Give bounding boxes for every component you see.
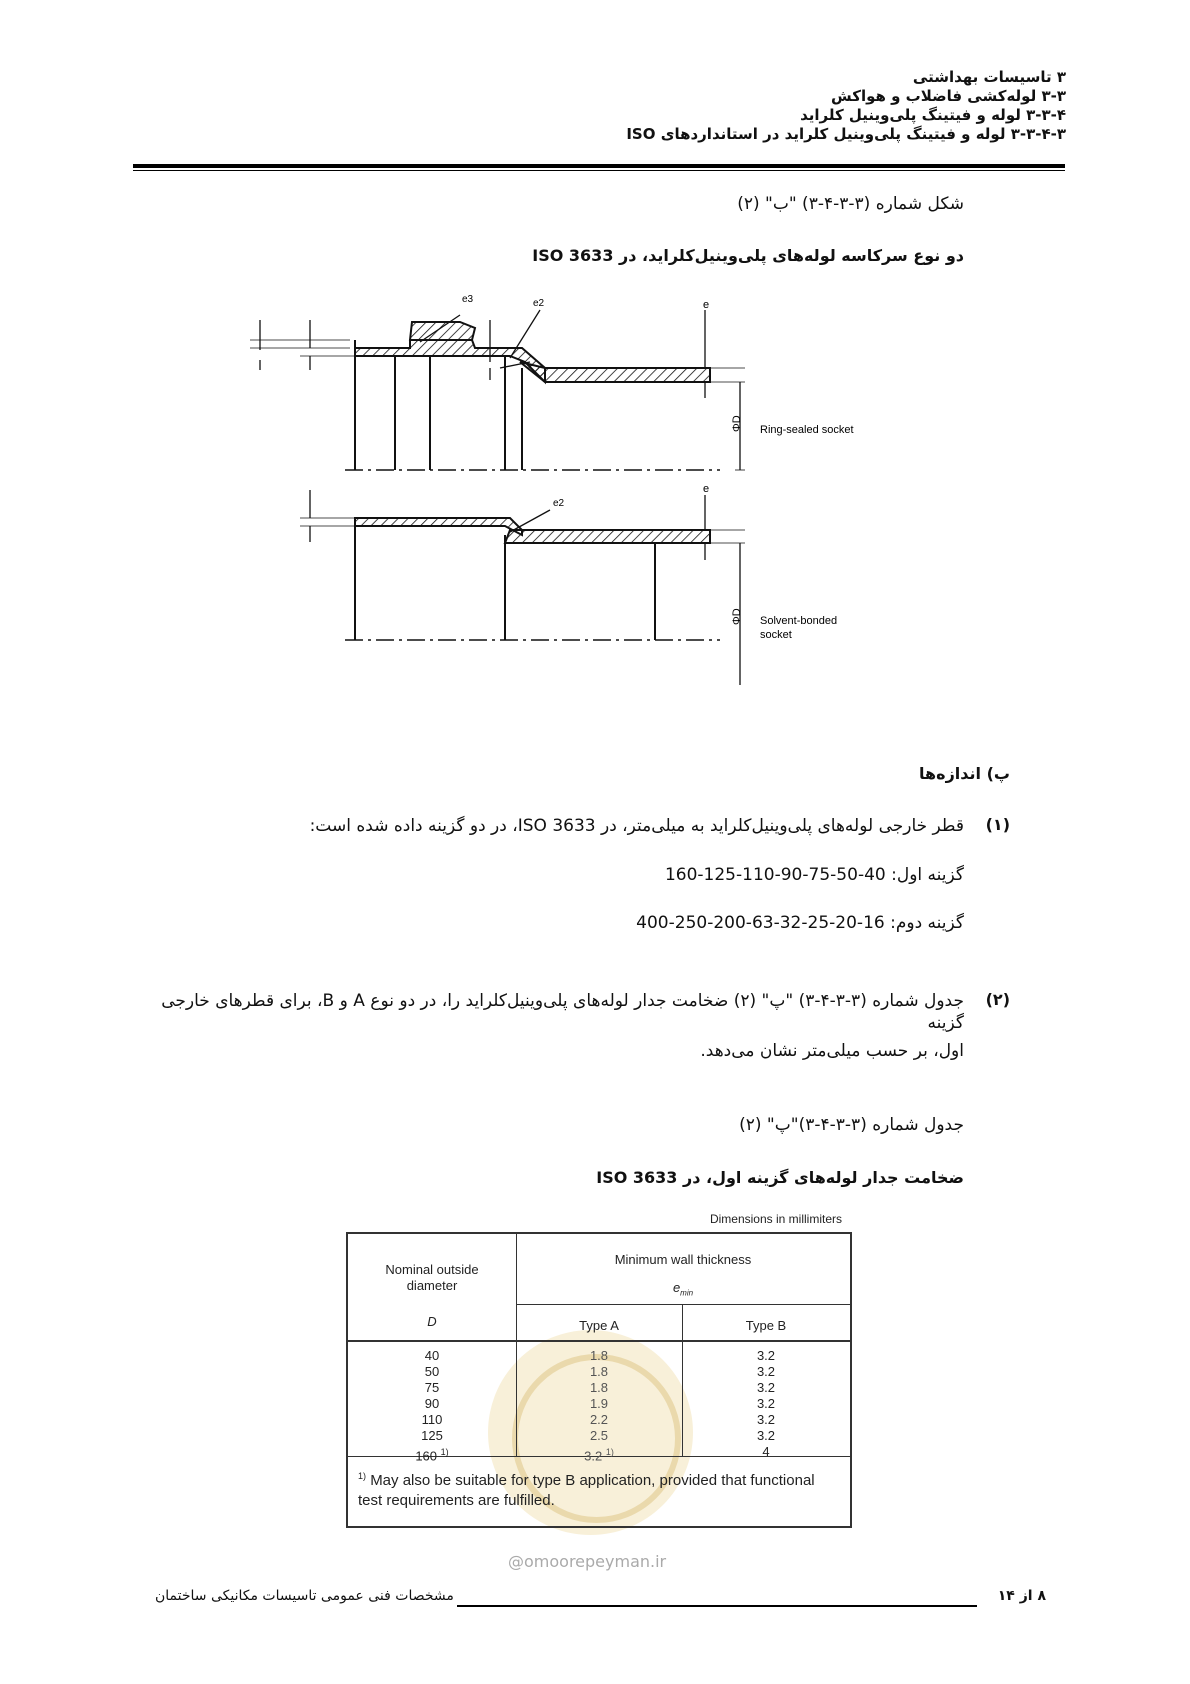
figure-number: شکل شماره (۳-۳-۴-۳) "ب" (۲): [737, 194, 964, 214]
page-header: [126, 68, 1066, 144]
table-cell-d-last: 160 $^{1)}$: [415, 1447, 449, 1464]
table-title: ضخامت جدار لوله‌های گزینه اول، در ISO 3633: [596, 1168, 964, 1187]
table-cell-a: 1.9: [589, 1396, 609, 1411]
table-cell-d: 125: [421, 1428, 443, 1443]
item1-number: (۱): [985, 815, 1010, 834]
option1-text: گزینه اول: 40-50-75-90-110-125-160: [664, 865, 964, 885]
item1-text: قطر خارجی لوله‌های پلی‌وینیل‌کلراید به میلی‌متر، در ISO 3633، در دو گزینه داده شده است:: [309, 816, 964, 836]
col-b-values: [682, 1348, 850, 1460]
col-d-header-2: diameter: [406, 1278, 458, 1293]
page-number: ۸ از ۱۴: [997, 1588, 1046, 1604]
ring-sealed-label: Ring-sealed socket: [760, 424, 854, 436]
group-symbol: $e_{min}$: [672, 1280, 694, 1298]
type-b-header: Type B: [745, 1318, 787, 1333]
table-cell-d: 75: [424, 1380, 440, 1395]
table-cell-d: 110: [421, 1412, 443, 1427]
section-letter: پ): [986, 764, 1010, 783]
table-cell-a: 1.8: [589, 1348, 609, 1363]
ring-sealed-drawing: [355, 322, 710, 470]
item2-line2: اول، بر حسب میلی‌متر نشان می‌دهد.: [700, 1041, 964, 1061]
table-footnote: $^{1)}$ May also be suitable for type B application, provided that functional test requirements are fulfilled.: [358, 1471, 815, 1509]
e2-label-ring: e2: [533, 298, 545, 309]
phi-d-label-ring: ΦD: [731, 415, 743, 432]
item2-line1: جدول شماره (۳-۳-۴-۳) "پ" (۲) ضخامت جدار لوله‌های پلی‌وینیل‌کلراید را، در دو نوع A و B، برای قطرهای خارجی گزینه: [161, 991, 964, 1033]
section-title: اندازه‌ها: [919, 764, 981, 783]
solvent-label-1: Solvent-bonded: [760, 615, 838, 627]
solvent-label-2: socket: [760, 629, 792, 641]
option2-text: گزینه دوم: 16-20-25-32-63-200-250-400: [636, 913, 964, 933]
e-label-solvent: e: [703, 483, 710, 495]
e2-label-solvent: e2: [553, 498, 565, 509]
table-cell-d: 90: [424, 1396, 440, 1411]
table-cell-a: 1.8: [589, 1380, 609, 1395]
table-cell-d: 40: [424, 1348, 440, 1363]
dims-note: Dimensions in millimiters: [709, 1212, 842, 1226]
footer-title: مشخصات فنی عمومی تاسیسات مکانیکی ساختمان: [155, 1588, 454, 1604]
table-cell-a: 2.5: [589, 1428, 609, 1443]
header-line-4: ۳-۳-۴-۳ لوله و فیتینگ پلی‌وینیل کلراید در استانداردهای ISO: [626, 125, 1066, 143]
type-a-header: Type A: [579, 1318, 619, 1333]
socket-drawing: [240, 280, 920, 750]
table-cell-d: 50: [424, 1364, 440, 1379]
item2-number: (۲): [985, 990, 1010, 1009]
col-d-header-1: Nominal outside: [385, 1262, 479, 1277]
table-cell-a-last: 3.2 $^{1)}$: [584, 1447, 614, 1464]
figure-title: دو نوع سرکاسه لوله‌های پلی‌وینیل‌کلراید، در ISO 3633: [532, 246, 964, 265]
table-cell-b: 3.2: [756, 1364, 776, 1379]
table-cell-b: 3.2: [756, 1396, 776, 1411]
header-line-1: ۳ تاسیسات بهداشتی: [912, 68, 1066, 86]
header-divider-thin: [133, 170, 1065, 171]
header-divider: [133, 164, 1065, 168]
header-line-2: ۳-۳ لوله‌کشی فاضلاب و هواکش: [831, 87, 1066, 105]
solvent-bonded-drawing: [355, 518, 710, 640]
table-cell-b: 3.2: [756, 1412, 776, 1427]
table-cell-b: 3.2: [756, 1380, 776, 1395]
col-d-symbol: D: [427, 1314, 437, 1329]
header-line-3: ۳-۳-۴ لوله و فیتینگ پلی‌وینیل کلراید: [800, 106, 1066, 124]
col-a-values: [516, 1348, 682, 1464]
table-cell-a: 2.2: [589, 1412, 609, 1427]
footer-divider: [457, 1605, 977, 1607]
table-cell-b: 3.2: [756, 1428, 776, 1443]
watermark-site: @omoorepeyman.ir: [508, 1552, 667, 1571]
table-cell-b: 3.2: [756, 1348, 776, 1363]
table-number: جدول شماره (۳-۳-۴-۳)"پ" (۲): [739, 1115, 964, 1135]
col-d-values: [348, 1348, 516, 1464]
table-cell-b: 4: [762, 1444, 770, 1459]
table-cell-a: 1.8: [589, 1364, 609, 1379]
phi-d-label-solvent: ΦD: [731, 608, 743, 625]
e3-label-ring: e3: [462, 294, 474, 305]
group-header: Minimum wall thickness: [614, 1252, 752, 1267]
e-label-ring: e: [703, 299, 710, 311]
